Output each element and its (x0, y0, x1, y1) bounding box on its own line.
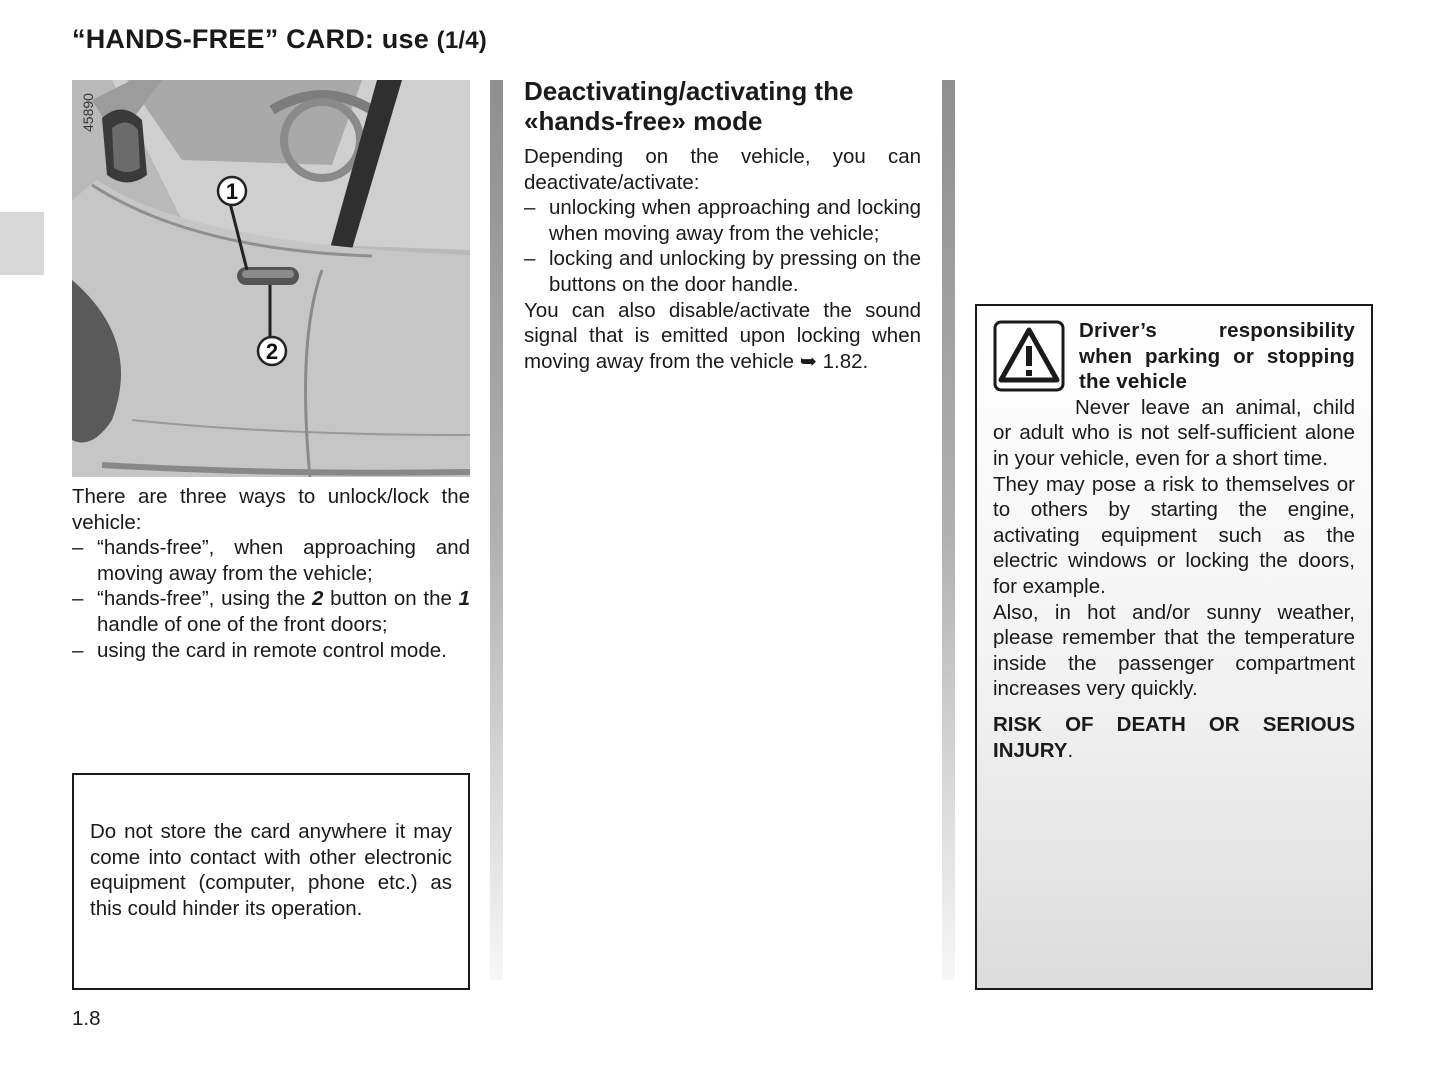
warning-paragraph: Also, in hot and/or sunny weather, please remember that the temperature inside the passenger compartment increases very quickly. (993, 600, 1355, 701)
warning-title: Driver’s responsibility when parking or stopping the vehicle (1079, 319, 1355, 394)
column-divider (490, 80, 503, 980)
handle-ref-1: 1 (458, 587, 470, 611)
door-handle-figure (72, 80, 470, 477)
button-ref-2: 2 (312, 587, 324, 611)
title-sub: (1/4) (436, 27, 487, 54)
mode-intro: Depending on the vehicle, you can deactivate/activate: (524, 145, 921, 194)
list-item: – “hands-free”, when approaching and moving away from the vehicle; (72, 536, 470, 585)
unlock-intro: There are three ways to unlock/lock the vehicle: (72, 485, 470, 534)
warning-triangle-icon (993, 320, 1065, 392)
page-ref: 1.82. (822, 349, 869, 373)
list-item: – using the card in remote control mode. (72, 638, 447, 662)
callout-2: 2 (265, 339, 279, 364)
page-title (72, 24, 487, 55)
section-heading: Deactivating/activating the «hands-free» mode (524, 76, 854, 136)
callout-1: 1 (225, 179, 239, 204)
column-divider (942, 80, 955, 980)
list-item: – unlocking when approaching and locking when moving away from the vehicle; (524, 196, 921, 245)
figure-code: 45890 (80, 93, 96, 132)
warning-paragraph: Never leave an animal, child or adult who is not self-sufficient alone in your vehicle, even for a short time. (993, 395, 1355, 470)
unlock-methods (72, 484, 470, 663)
card-storage-notice (72, 773, 470, 990)
page-ref-arrow-icon: ➥ (799, 349, 817, 373)
sound-signal-text: You can also disable/activate the sound signal that is emitted upon locking when moving away from the vehicle ➥ 1.82. (524, 298, 921, 373)
section-tab (0, 212, 44, 275)
title-main: “HANDS-FREE” CARD: use (72, 24, 429, 54)
handsfree-mode-section (524, 76, 921, 374)
list-item: – locking and unlocking by pressing on the buttons on the door handle. (524, 247, 921, 296)
list-item: – “hands-free”, using the 2 button on the 1 handle of one of the front doors; (72, 587, 470, 636)
door-handle-illustration (72, 80, 470, 477)
risk-statement: RISK OF DEATH OR SERIOUS INJURY. (993, 712, 1355, 762)
notice-text: Do not store the card anywhere it may come into contact with other electronic equipment (computer, phone etc.) as this could hinder its operation. (90, 820, 452, 920)
page-number: 1.8 (72, 1007, 101, 1030)
driver-responsibility-warning (975, 304, 1373, 990)
warning-paragraph: They may pose a risk to themselves or to others by starting the engine, activating equipment such as the electric windows or locking the doors, for example. (993, 472, 1355, 598)
